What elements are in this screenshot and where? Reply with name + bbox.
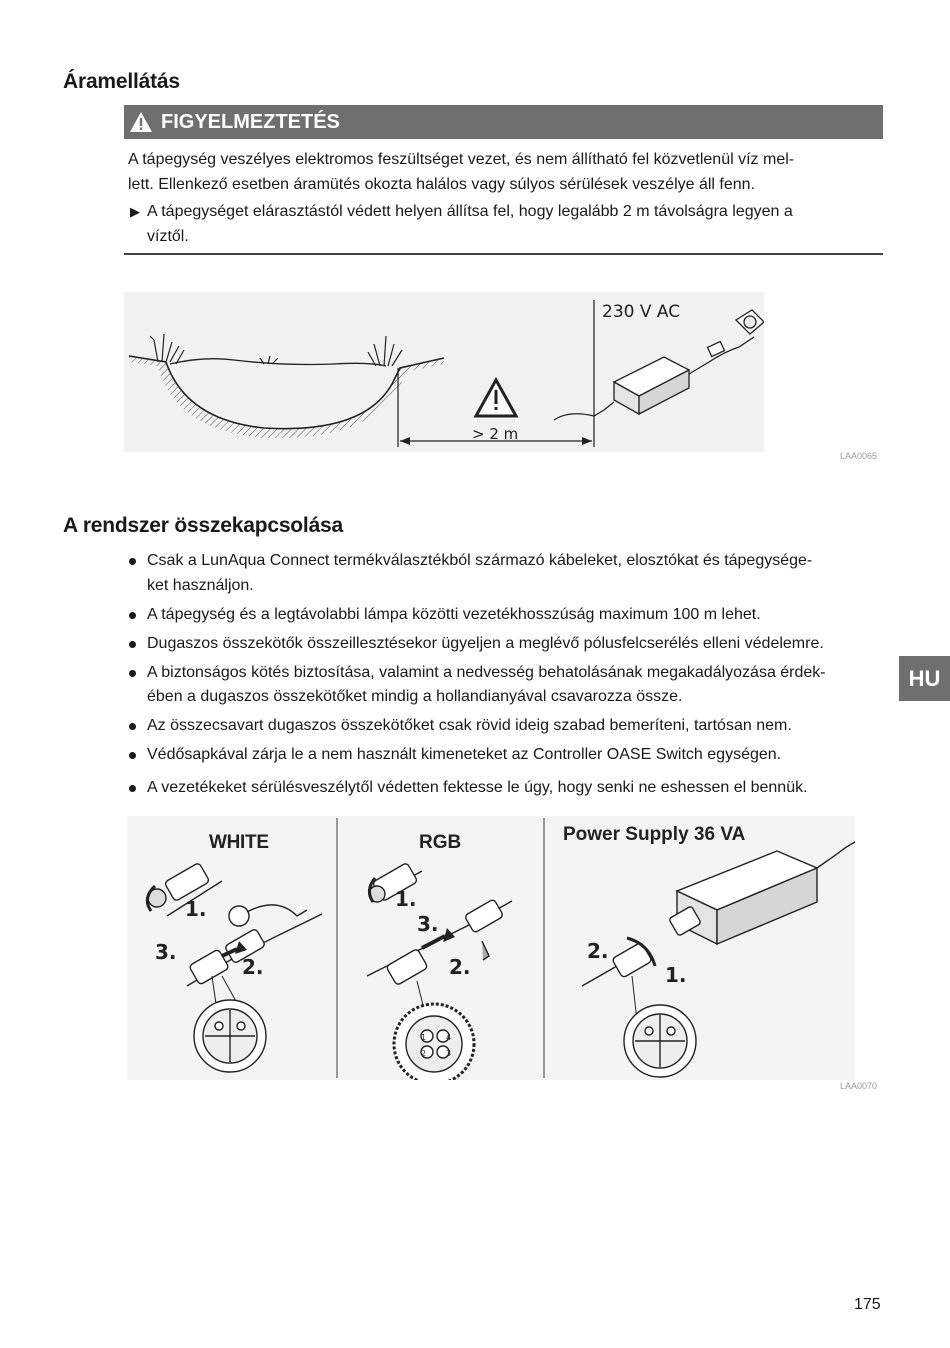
voltage-label: 230 V AC	[602, 302, 681, 322]
list-item-text: Védősapkával zárja le a nem használt kimeneteket az Controller OASE Switch egységen.	[147, 746, 782, 763]
figure2-code: LAA0070	[840, 1081, 878, 1091]
list-item-text: A tápegység és a legtávolabbi lámpa közötti vezetékhosszúság maximum 100 m lehet.	[147, 605, 761, 623]
list-item	[128, 661, 883, 710]
list-item	[128, 776, 883, 801]
language-tab: HU	[899, 656, 950, 701]
white-step-1: 1.	[185, 897, 207, 921]
warning-text-line: A tápegység veszélyes elektromos feszültséget vezet, és nem állítható fel közvetlenül víz mel-	[128, 151, 795, 168]
rgb-step-2: 2.	[449, 955, 471, 979]
white-step-2: 2.	[242, 955, 264, 979]
warning-action	[128, 199, 793, 249]
warning-divider	[124, 253, 883, 255]
warning-triangle-icon	[129, 111, 153, 133]
rgb-step-1: 1.	[395, 887, 417, 911]
action-line: A tápegységet elárasztástól védett helyen állítsa fel, hogy legalább 2 m távolságra legyen a	[147, 203, 793, 220]
rgb-pin-4: 4	[446, 1033, 452, 1042]
page-number: 175	[854, 1296, 881, 1313]
list-item-text: Az összecsavart dugaszos összekötőket csak rövid ideig szabad bemeríteni, tartósan nem.	[147, 717, 792, 734]
action-line: víztől.	[147, 228, 189, 245]
panel-power-title: Power Supply 36 VA	[563, 824, 746, 845]
power-supply-distance-illustration	[124, 292, 764, 452]
list-item-text: Csak a LunAqua Connect termékválasztékból származó kábeleket, elosztókat és tápegysége- ket használjon.	[147, 552, 813, 594]
power-step-2: 2.	[587, 939, 609, 963]
connector-assembly-illustration	[127, 816, 855, 1080]
panel-white-title: WHITE	[209, 832, 269, 853]
list-item-text: Dugaszos összekötők összeillesztésekor ügyeljen a meglévő pólusfelcserélés elleni védelemre.	[147, 634, 824, 652]
instruction-list	[128, 549, 883, 805]
warning-text-line: lett. Ellenkező esetben áramütés okozta halálos vagy súlyos sérülések veszélye áll fenn.	[128, 176, 756, 193]
list-item	[128, 743, 883, 768]
warning-text	[128, 147, 794, 197]
rgb-step-3: 3.	[417, 912, 439, 936]
section-title-connection: A rendszer összekapcsolása	[63, 514, 344, 537]
panel-rgb-title: RGB	[419, 832, 462, 853]
list-item-text: A vezetékeket sérülésveszélytől védetten fektesse le úgy, hogy senki ne eshessen el bennük.	[147, 778, 808, 796]
list-item	[128, 632, 883, 657]
power-step-1: 1.	[665, 963, 687, 987]
warning-label: FIGYELMEZTETÉS	[161, 110, 340, 133]
list-item	[128, 549, 883, 598]
list-item	[128, 714, 883, 739]
action-arrow-icon: ▶	[130, 204, 140, 219]
rgb-pin-3: 3	[446, 1049, 452, 1058]
rgb-pin-1: 1	[421, 1033, 427, 1042]
warning-banner	[124, 105, 883, 139]
section-title-power: Áramellátás	[63, 70, 180, 93]
list-item-text: A biztonságos kötés biztosítása, valamint a nedvesség behatolásának megakadályozása érdek- ében a dugaszos összekötőket mindig a hollandianyával csavarozza össze.	[147, 663, 826, 705]
distance-label: > 2 m	[472, 425, 519, 443]
white-step-3: 3.	[155, 940, 177, 964]
list-item	[128, 603, 883, 628]
figure1-code: LAA0065	[840, 451, 878, 461]
rgb-pin-2: 2	[421, 1049, 427, 1058]
